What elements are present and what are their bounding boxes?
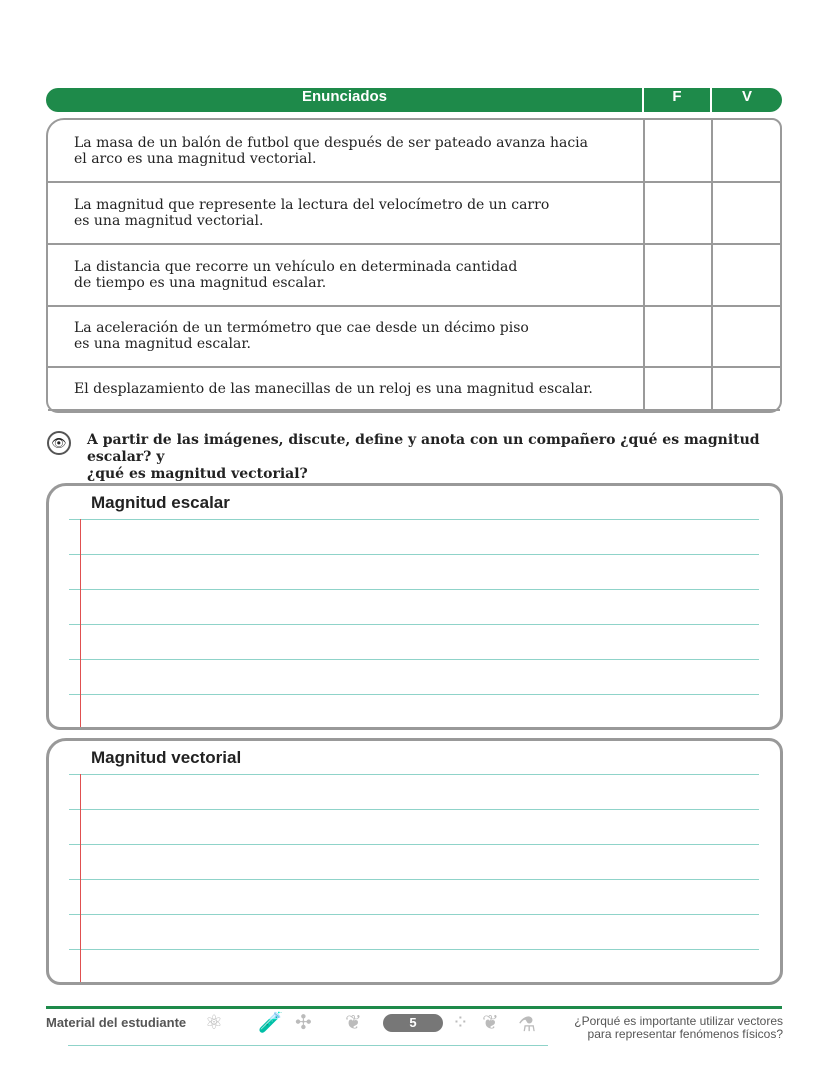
footer-divider: [46, 1006, 782, 1009]
table-row: [48, 368, 780, 411]
table-row: [48, 183, 780, 245]
table-row: [48, 120, 780, 183]
question-line: ¿qué es magnitud vectorial?: [87, 466, 308, 482]
footer-question-line: ¿Porqué es importante utilizar vectores: [574, 1014, 783, 1028]
statement-text: el arco es una magnitud vectorial.: [74, 151, 317, 167]
footer-underline: [68, 1045, 548, 1046]
scalar-title: Magnitud escalar: [91, 493, 230, 512]
header-statements: Enunciados: [301, 88, 387, 105]
statement-text: La distancia que recorre un vehículo en determinada cantidad: [74, 259, 518, 275]
table-header: [46, 88, 782, 112]
statement-text: es una magnitud vectorial.: [74, 213, 264, 229]
footer-question: [540, 1015, 783, 1041]
statements-table: [46, 118, 782, 413]
table-row: [48, 245, 780, 307]
header-true: V: [741, 88, 752, 105]
statement-text: El desplazamiento de las manecillas de un reloj es una magnitud escalar.: [74, 381, 593, 397]
scalar-answer-box[interactable]: [46, 483, 783, 730]
page-number: 5: [383, 1014, 443, 1032]
discussion-icon: 👁: [47, 431, 71, 455]
statement-text: de tiempo es una magnitud escalar.: [74, 275, 327, 291]
plant-icon: ❦: [345, 1010, 362, 1034]
leaf-icon: ❦: [482, 1010, 499, 1034]
discussion-question: [87, 432, 787, 483]
test-tube-icon: 🧪: [258, 1010, 283, 1034]
footer-label: Material del estudiante: [46, 1015, 187, 1030]
statement-text: La magnitud que represente la lectura del velocímetro de un carro: [74, 197, 550, 213]
header-false: F: [672, 88, 682, 105]
dots-icon: ⁘: [452, 1010, 469, 1034]
vector-answer-box[interactable]: [46, 738, 783, 985]
flask-icon: ⚗: [518, 1012, 536, 1036]
vector-title: Magnitud vectorial: [91, 748, 242, 767]
table-row: [48, 307, 780, 368]
statement-text: La aceleración de un termómetro que cae desde un décimo piso: [74, 320, 529, 336]
statement-text: es una magnitud escalar.: [74, 336, 251, 352]
atom-icon: ⚛: [205, 1010, 223, 1034]
footer-question-line: para representar fenómenos físicos?: [587, 1027, 783, 1041]
molecule-icon: ✣: [295, 1010, 312, 1034]
statement-text: La masa de un balón de futbol que después de ser pateado avanza hacia: [74, 135, 588, 151]
question-line: A partir de las imágenes, discute, define y anota con un compañero ¿qué es magnitud escalar? y: [87, 432, 760, 465]
